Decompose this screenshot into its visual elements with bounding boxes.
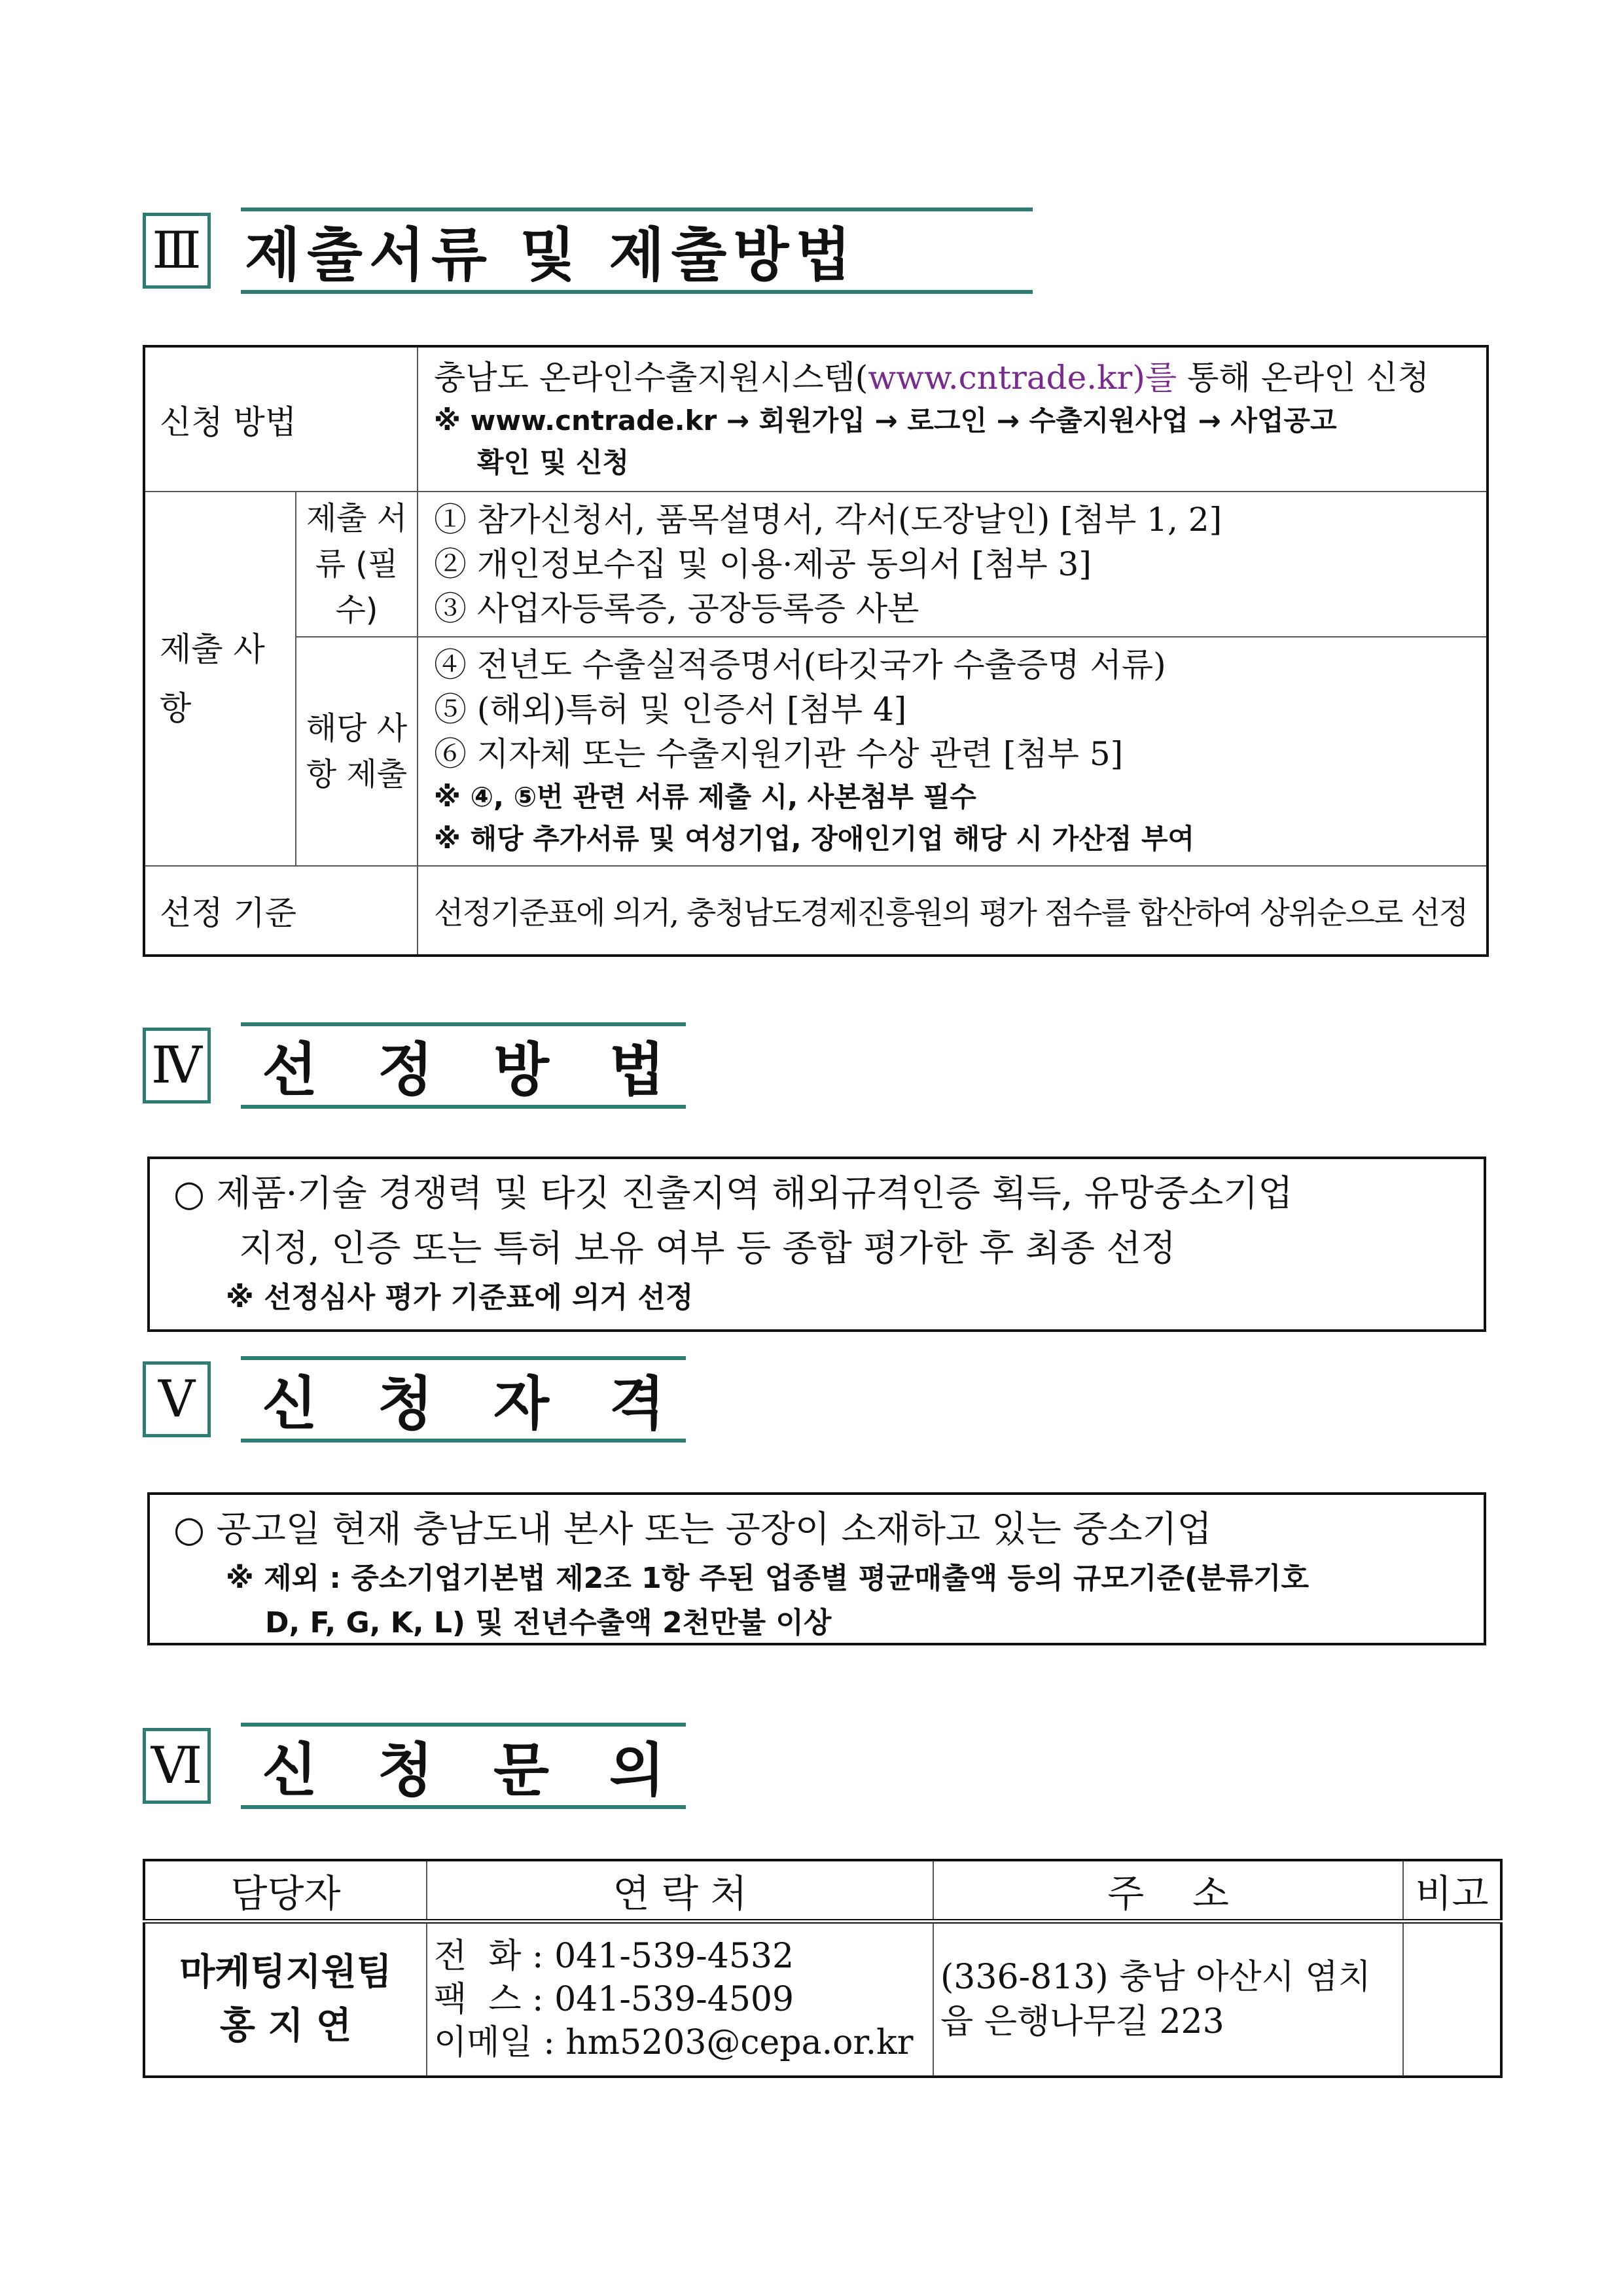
- address-cell: (336-813) 충남 아산시 염치읍 은행나무길 223: [933, 1922, 1403, 2077]
- required-cell: [418, 492, 1488, 637]
- eligibility-note: ※ 제외 : 중소기업기본법 제2조 1항 주된 업종별 평균매출액 등의 규모기준(분류기호: [226, 1562, 1310, 1595]
- header-manager: 담당자: [144, 1860, 427, 1922]
- list-item: ⑤ (해외)특허 및 인증서 [첨부 4]: [434, 691, 907, 728]
- eligibility-note-cont: D, F, G, K, L) 및 전년수출액 2천만불 이상: [265, 1606, 832, 1640]
- section-number: Ⅵ: [143, 1728, 211, 1804]
- criteria-text: 선정기준표에 의거, 충청남도경제진흥원의 평가 점수를 합산하여 상위순으로 선정: [418, 866, 1488, 956]
- list-item: ④ 전년도 수출실적증명서(타깃국가 수출증명 서류): [434, 646, 1166, 684]
- optional-note: ※ ④, ⑤번 관련 서류 제출 시, 사본첨부 필수: [434, 781, 976, 813]
- section-number: Ⅳ: [143, 1028, 211, 1103]
- selection-box: [147, 1157, 1486, 1332]
- header-remark: 비고: [1403, 1860, 1501, 1922]
- team-name: 마케팅지원팀: [179, 1951, 392, 1994]
- method-cell: [418, 346, 1488, 492]
- person-name: 홍 지 연: [219, 2005, 352, 2047]
- phone-number: 전 화 : 041-539-4532: [434, 1937, 794, 1976]
- method-note-cont: 확인 및 신청: [477, 446, 630, 478]
- criteria-label: 선정 기준: [144, 866, 418, 956]
- section-title: 선 정 방 법: [241, 1022, 686, 1109]
- contact-table: [143, 1859, 1503, 2078]
- table-row: [144, 637, 1488, 866]
- table-row: [144, 866, 1488, 956]
- method-line: 충남도 온라인수출지원시스템(www.cntrade.kr)를 통해 온라인 신청: [434, 358, 1429, 397]
- optional-label: 해당 사항 제출: [296, 637, 418, 866]
- email-link[interactable]: 이메일 : hm5203@cepa.or.kr: [434, 2023, 914, 2062]
- selection-line: ○ 제품·기술 경쟁력 및 타깃 진출지역 해외규격인증 획득, 유망중소기업: [173, 1172, 1293, 1214]
- list-item: ② 개인정보수집 및 이용·제공 동의서 [첨부 3]: [434, 545, 1092, 583]
- table-header-row: [144, 1860, 1501, 1922]
- contact-cell: [427, 1922, 933, 2077]
- section-title: 제출서류 및 제출방법: [241, 207, 1033, 294]
- manager-cell: [144, 1922, 427, 2077]
- eligibility-box: [147, 1492, 1486, 1645]
- required-label: 제출 서류 (필수): [296, 492, 418, 637]
- list-item: ① 참가신청서, 품목설명서, 각서(도장날인) [첨부 1, 2]: [434, 501, 1222, 539]
- table-row: [144, 492, 1488, 637]
- section-title: 신 청 문 의: [241, 1723, 686, 1809]
- cntrade-link[interactable]: www.cntrade.kr)를: [868, 358, 1177, 397]
- header-address: 주 소: [933, 1860, 1403, 1922]
- selection-note: ※ 선정심사 평가 기준표에 의거 선정: [226, 1281, 694, 1314]
- fax-number: 팩 스 : 041-539-4509: [434, 1980, 794, 2019]
- method-note: ※ www.cntrade.kr → 회원가입 → 로그인 → 수출지원사업 → 사업공고: [434, 404, 1337, 437]
- optional-note: ※ 해당 추가서류 및 여성기업, 장애인기업 해당 시 가산점 부여: [434, 823, 1195, 855]
- section-title: 신 청 자 격: [241, 1356, 686, 1443]
- table-row: [144, 346, 1488, 492]
- list-item: ③ 사업자등록증, 공장등록증 사본: [434, 590, 919, 628]
- method-label: 신청 방법: [144, 346, 418, 492]
- header-contact: 연 락 처: [427, 1860, 933, 1922]
- submission-table: [143, 345, 1489, 957]
- section-number: Ⅲ: [143, 213, 211, 289]
- list-item: ⑥ 지자체 또는 수출지원기관 수상 관련 [첨부 5]: [434, 735, 1124, 773]
- remark-cell: [1403, 1922, 1501, 2077]
- optional-cell: [418, 637, 1488, 866]
- section-number: Ⅴ: [143, 1361, 211, 1437]
- table-row: [144, 1922, 1501, 2077]
- selection-line: 지정, 인증 또는 특허 보유 여부 등 종합 평가한 후 최종 선정: [239, 1227, 1176, 1269]
- eligibility-line: ○ 공고일 현재 충남도내 본사 또는 공장이 소재하고 있는 중소기업: [173, 1508, 1212, 1550]
- items-label: 제출 사항: [144, 492, 296, 866]
